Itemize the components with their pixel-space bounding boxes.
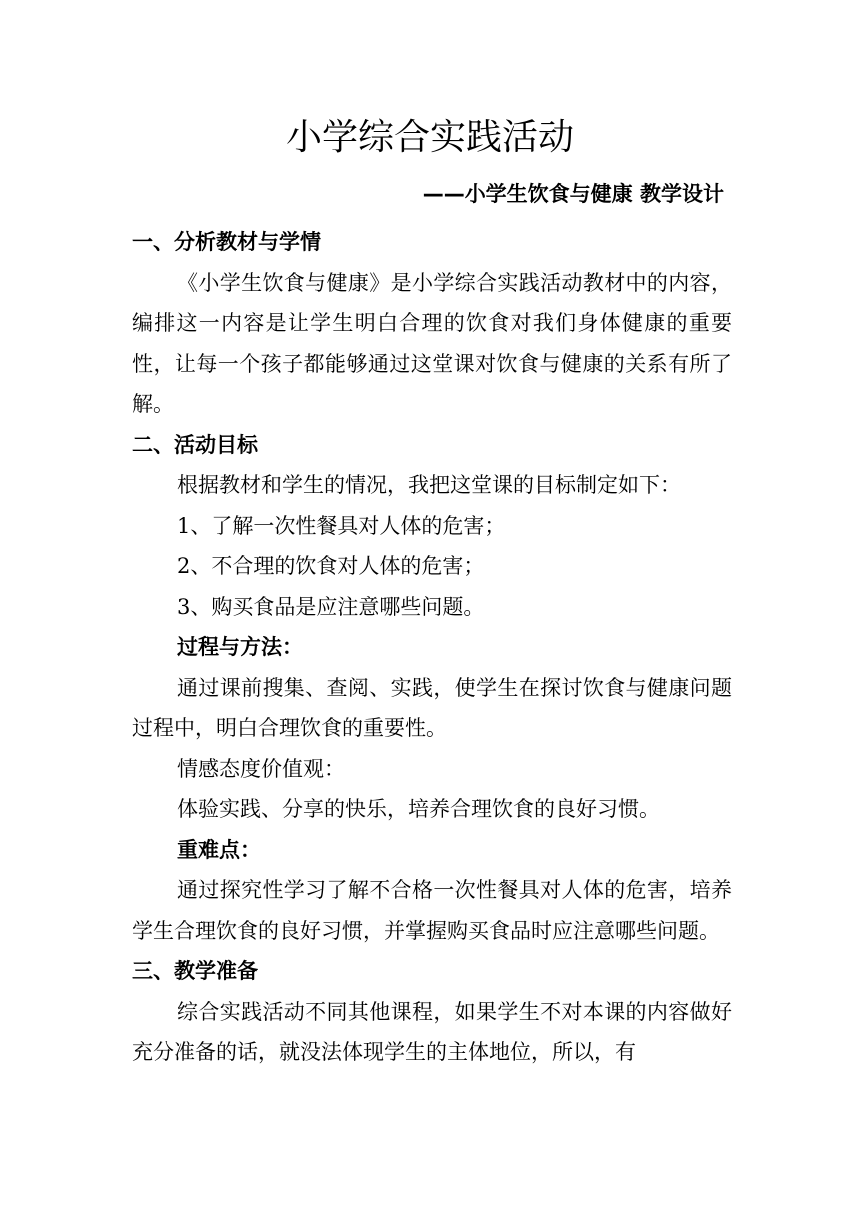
subheading: 重难点： bbox=[177, 837, 261, 862]
paragraph: 《小学生饮食与健康》是小学综合实践活动教材中的内容，编排这一内容是让学生明白合理的饮食对我们身体健康的重要性，让每一个孩子都能够通过这堂课对饮食与健康的关系有所了解。 bbox=[132, 270, 732, 416]
document-subtitle: ——小学生饮食与健康 教学设计 bbox=[422, 182, 724, 206]
document-body bbox=[132, 222, 732, 1073]
list-item: 2、不合理的饮食对人体的危害； bbox=[177, 554, 485, 578]
paragraph: 综合实践活动不同其他课程，如果学生不对本课的内容做好充分准备的话，就没法体现学生的主体地位，所以，有 bbox=[132, 999, 732, 1064]
subheading: 情感态度价值观： bbox=[177, 756, 345, 781]
document-title: 小学综合实践活动 bbox=[285, 117, 574, 158]
list-item: 1、了解一次性餐具对人体的危害； bbox=[177, 513, 506, 538]
paragraph: 通过课前搜集、查阅、实践，使学生在探讨饮食与健康问题过程中，明白合理饮食的重要性。 bbox=[132, 675, 732, 740]
paragraph: 根据教材和学生的情况，我把这堂课的目标制定如下： bbox=[177, 473, 681, 497]
section-heading: 二、活动目标 bbox=[132, 432, 258, 457]
subheading: 过程与方法： bbox=[177, 635, 303, 659]
section-heading: 一、分析教材与学情 bbox=[132, 230, 321, 254]
paragraph: 体验实践、分享的快乐，培养合理饮食的良好习惯。 bbox=[177, 797, 660, 821]
list-item: 3、购买食品是应注意哪些问题。 bbox=[177, 594, 485, 619]
section-heading: 三、教学准备 bbox=[132, 959, 258, 983]
paragraph: 通过探究性学习了解不合格一次性餐具对人体的危害，培养学生合理饮食的良好习惯，并掌握购买食品时应注意哪些问题。 bbox=[132, 878, 732, 943]
